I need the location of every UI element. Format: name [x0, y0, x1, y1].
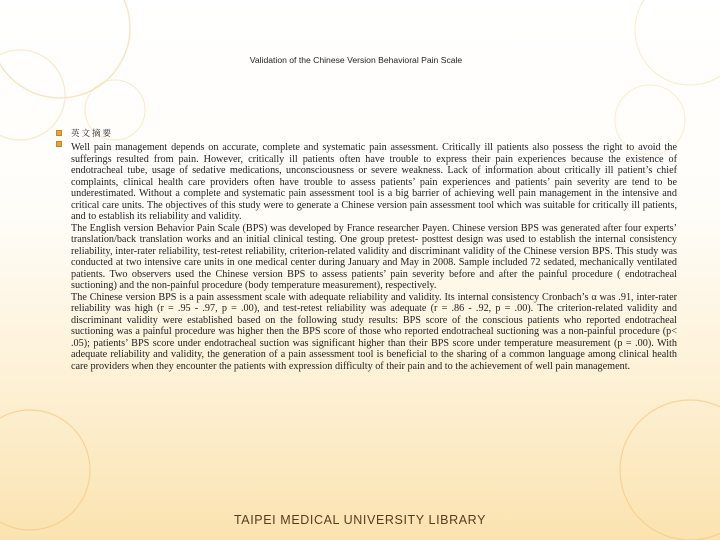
library-footer: TAIPEI MEDICAL UNIVERSITY LIBRARY	[233, 513, 487, 527]
abstract-paragraph: The Chinese version BPS is a pain assessment scale with adequate reliability and validity. Its internal consistency Cronbach’s α was .91, inter-rater reliability was high (r = .95 - .97, p = .00), and test-retest reliability was adequate (r = .86 - .92, p = .00). The criterion-related validity and discriminant validity were established based on the following study results: BPS score of the conscious patients who reported endotracheal suctioning was a painful procedure was higher then the BPS score of those who reported endotracheal suctioning was a non-painful procedure (p< .05); patients’ BPS score under endotracheal suction was significant higher than their BPS score under temperature measurement (p = .00). With adequate reliability and validity, the generation of a pain assessment tool is beneficial to the sharing of a common language among clinical health care providers when they encounter the patients with expression difficulty of their pain and to the achievement of well pain management.	[71, 291, 677, 372]
abstract-heading: 英文摘要	[71, 129, 114, 139]
bullet-list	[56, 130, 62, 152]
abstract-body	[71, 142, 677, 372]
bullet-square-icon	[56, 141, 62, 147]
abstract-paragraph: Well pain management depends on accurate, complete and systematic pain assessment. Critically ill patients also possess the right to avoid the sufferings resulted from pain. However, critically ill patients often have trouble to express their pain experiences because the existence of endotracheal tube, usage of sedative medications, unconsciousness or severe weakness. Lack of information about critically ill patient’s chief complaints, clinical health care providers often have trouble to assess patients’ pain experiences and patients’ pain severity are tend to be underestimated. Without a complete and systematic pain assessment tool is a big barrier of achieving well pain management in the intensive and critical care units. The objectives of this study were to generate a Chinese version pain assessment tool which was suitable for critically ill patients, and to establish its reliability and validity.	[71, 142, 677, 222]
slide-title: Validation of the Chinese Version Behavioral Pain Scale	[249, 55, 463, 65]
bullet-square-icon	[56, 130, 62, 136]
abstract-paragraph: The English version Behavior Pain Scale (BPS) was developed by France researcher Payen. Chinese version BPS was generated after four experts’ translation/back translation works and an initial clinical testing. One group pretest- posttest design was used to establish the internal consistency reliability, inter-rater reliability, test-retest reliability, criterion-related validity and discriminant validity of the Chinese version BPS. This study was conducted at two intensive care units in one medical center during January and May in 2008. Sample included 72 sedated, mechanically ventilated patients. Two observers used the Chinese version BPS to assess patients’ pain severity before and after the painful procedure ( endotracheal suctioning) and the non-painful procedure (body temperature measurement), respectively.	[71, 222, 677, 291]
